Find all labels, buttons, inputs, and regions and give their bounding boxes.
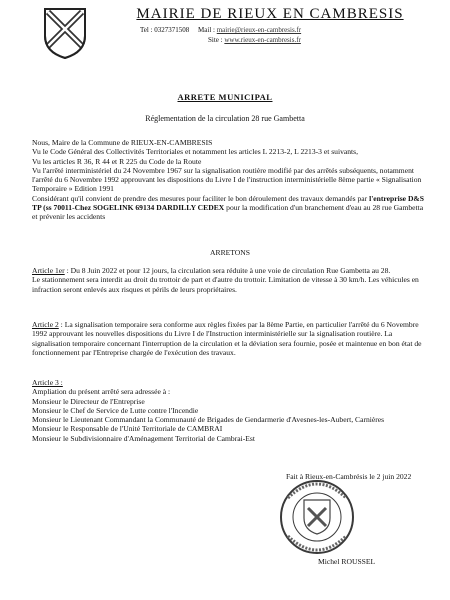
phone-number: 0327371508	[154, 26, 190, 34]
document-subtitle: Réglementation de la circulation 28 rue Gambetta	[145, 114, 305, 123]
article-2-label: Article 2	[32, 320, 59, 329]
preamble	[32, 138, 428, 222]
article-1: Article 1er : Du 8 Juin 2022 et pour 12 jours, la circulation sera réduite à une voie de circulation Rue Gambetta au 28. Le stationnement sera interdit au droit du trottoir de part et d'autre du trottoir. Limitation de vitesse à 30 km/h. Les véhicules en infraction seront enlevés aux risques et périls de leurs propriétaires.	[32, 266, 419, 294]
official-seal-icon	[278, 478, 356, 556]
recipient-item: Monsieur le Responsable de l'Unité Territoriale de CAMBRAI	[32, 424, 223, 434]
preamble-considerant: Considérant qu'il convient de prendre des mesures pour faciliter le bon déroulement des travaux demandés par l'entreprise D&S TP (ss 70011-Chez SOGELINK 69134 DARDILLY CEDEX pour la modification d'un branchement d'eau au 28 rue Gambetta et prévenir les accidents	[32, 193, 424, 222]
preamble-vu-2: Vu les articles R 36, R 44 et R 225 du Code de la Route	[32, 156, 202, 166]
mail-address: mairie@rieux-en-cambresis.fr	[216, 26, 302, 34]
document-title: ARRETE MUNICIPAL	[177, 92, 273, 102]
contact-line-phone-mail: Tel : 0327371508 Mail : mairie@rieux-en-cambresis.fr	[140, 26, 302, 34]
preamble-intro: Nous, Maire de la Commune de RIEUX-EN-CAMBRESIS	[32, 138, 213, 147]
site-address: www.rieux-en-cambresis.fr	[224, 36, 301, 44]
signer-name: Michel ROUSSEL	[318, 557, 376, 566]
article-2: Article 2 : La signalisation temporaire sera conforme aux règles fixées par la 8ème Partie, en particulier l'arrêté du 6 Novembre 1992 approuvant les nouvelles dispositions du Livre I de l'Instruction interministérielle sur la signalisation routière. La signalisation temporaire concernant l'interruption de la circulation et la déviation sera fournie, posée et maintenue en bon état de fonctionnement par l'Entreprise chargée de l'exécution des travaux.	[32, 320, 422, 357]
contact-line-site: Site : www.rieux-en-cambresis.fr	[208, 36, 301, 44]
signoff-place-date: Fait à Rieux-en-Cambrésis le 2 juin 2022	[286, 472, 412, 481]
arretons-heading: ARRETONS	[210, 248, 250, 257]
article-3	[32, 378, 428, 443]
recipient-item: Monsieur le Chef de Service de Lutte contre l'Incendie	[32, 405, 199, 415]
recipient-item: Monsieur le Subdivisionnaire d'Aménagement Territorial de Cambrai-Est	[32, 433, 255, 443]
coat-of-arms-icon	[42, 6, 88, 60]
preamble-vu-3: Vu l'arrêté interministériel du 24 Novembre 1967 sur la signalisation routière modifié par des arrêtés subséquents, notamment l'arrêté du 6 Novembre 1992 approuvant les dispositions du Livre I de l'instruction interministérielle 8ème partie « Signalisation Temporaire » Edition 1991	[32, 165, 422, 194]
recipient-item: Monsieur le Directeur de l'Entreprise	[32, 396, 145, 406]
article-1-label: Article 1er	[32, 266, 65, 275]
article-3-label: Article 3 :	[32, 378, 63, 387]
article-3-intro: Ampliation du présent arrêté sera adressée à :	[32, 387, 171, 397]
mairie-heading: MAIRIE DE RIEUX EN CAMBRESIS	[136, 6, 404, 22]
recipient-item: Monsieur le Lieutenant Commandant la Communauté de Brigades de Gendarmerie d'Avesnes-les-Aubert, Carnières	[32, 415, 385, 425]
preamble-vu-1: Vu le Code Général des Collectivités Territoriales et notamment les articles L 2213-2, L 2213-3 et suivants,	[32, 147, 359, 157]
